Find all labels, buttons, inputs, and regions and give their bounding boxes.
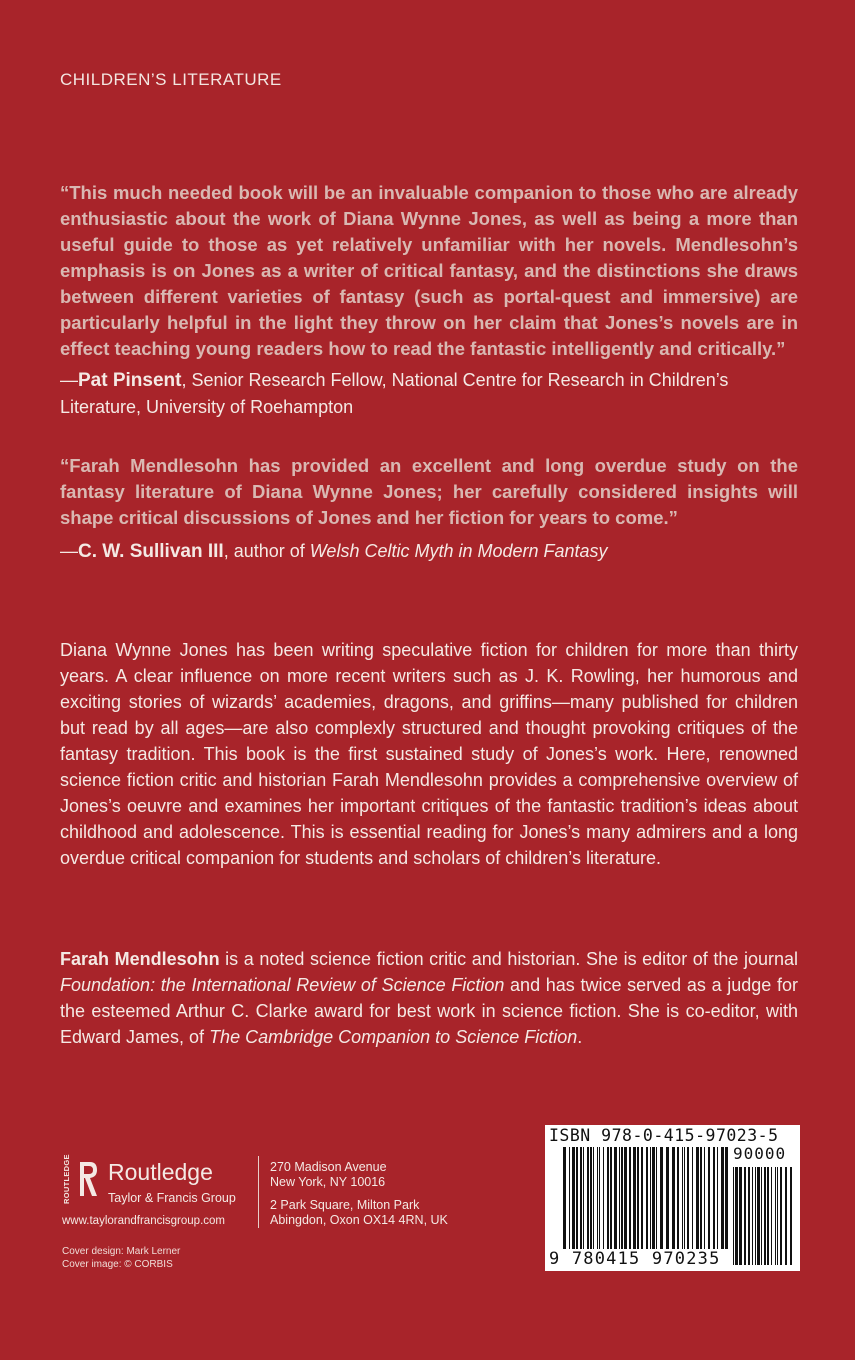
author-bio <box>60 946 798 1050</box>
endorsement-attribution-1 <box>60 367 800 420</box>
publisher-divider <box>258 1156 259 1228</box>
endorser-name-1: Pat Pinsent <box>78 370 182 391</box>
endorser-work-2: Welsh Celtic Myth in Modern Fantasy <box>309 541 608 561</box>
dash: — <box>60 370 78 390</box>
publisher-group: Taylor & Francis Group <box>108 1191 236 1205</box>
journal-title: Foundation: the International Review of Science Fiction <box>60 975 505 995</box>
cover-credits <box>62 1245 180 1271</box>
bio-text-2: and has twice served as a judge for the esteemed Arthur C. Clarke award for best work in science fiction. She is co-editor, with Edward James, of <box>60 975 798 1047</box>
endorser-name-2: C. W. Sullivan III <box>78 541 224 562</box>
publisher-url: www.taylorandfrancisgroup.com <box>62 1215 225 1227</box>
book-title: The Cambridge Companion to Science Fiction <box>209 1027 578 1047</box>
cover-design-credit: Cover design: Mark Lerner <box>62 1246 181 1257</box>
book-description: Diana Wynne Jones has been writing speculative fiction for children for more than thirty years. A clear influence on more recent writers such as J. K. Rowling, her humorous and exciting stories of wizards’ academies, dragons, and griffins—many published for children but read by all ages—are also complexly structured and thought provoking critiques of the fantasy tradition. This book is the first sustained study of Jones’s work. Here, renowned science fiction critic and historian Farah Mendlesohn provides a comprehensive overview of Jones’s oeuvre and examines her important critiques of the fantastic tradition’s ideas about childhood and adolescence. This is essential reading for Jones’s many admirers and a long overdue critical companion for students and scholars of children’s literature. <box>60 640 798 868</box>
isbn-number: ISBN 978-0-415-97023-5 <box>549 1126 779 1145</box>
endorser-affiliation-1: , Senior Research Fellow, National Centre for Research in Children’s Literature, University of Roehampton <box>60 370 729 417</box>
publisher-address-us <box>270 1160 387 1190</box>
routledge-logo-icon <box>77 1160 99 1198</box>
publisher-address-uk <box>270 1198 448 1228</box>
author-name: Farah Mendlesohn <box>60 949 220 969</box>
cover-image-credit: Cover image: © CORBIS <box>62 1259 173 1270</box>
endorsement-quote-1: “This much needed book will be an invaluable companion to those who are already enthusiastic about the work of Diana Wynne Jones, as well as being a more than useful guide to those as yet relatively unfamiliar with her novels. Mendlesohn’s emphasis is on Jones as a writer of critical fantasy, and the distinctions she draws between different varieties of fantasy (such as portal-quest and immersive) are particularly helpful in the light they throw on her claim that Jones’s novels are in effect teaching young readers how to read the fantastic intelligently and critically.” <box>60 182 798 359</box>
ean-number: 9 780415 970235 <box>549 1249 731 1269</box>
bio-end: . <box>577 1027 583 1047</box>
address-line: 270 Madison Avenue <box>270 1160 387 1174</box>
endorsement-attribution-2 <box>60 538 800 565</box>
endorsement-quote-2: “Farah Mendlesohn has provided an excellent and long overdue study on the fantasy literature of Diana Wynne Jones; her carefully considered insights will shape critical discussions of Jones and her fiction for years to come.” <box>60 455 798 528</box>
address-line: New York, NY 10016 <box>270 1175 386 1189</box>
category-label: CHILDREN’S LITERATURE <box>60 70 282 89</box>
publisher-name: Routledge <box>108 1159 213 1185</box>
address-line: 2 Park Square, Milton Park <box>270 1198 420 1212</box>
isbn-barcode <box>545 1125 800 1271</box>
publisher-logo <box>62 1154 262 1238</box>
bio-text-1: is a noted science fiction critic and historian. She is editor of the journal <box>219 949 798 969</box>
publisher-vertical-wordmark: ROUTLEDGE <box>62 1154 71 1204</box>
price-code: 90000 <box>733 1144 787 1163</box>
dash: — <box>60 541 78 561</box>
address-line: Abingdon, Oxon OX14 4RN, UK <box>270 1213 448 1227</box>
endorser-role-2: , author of <box>223 541 310 561</box>
